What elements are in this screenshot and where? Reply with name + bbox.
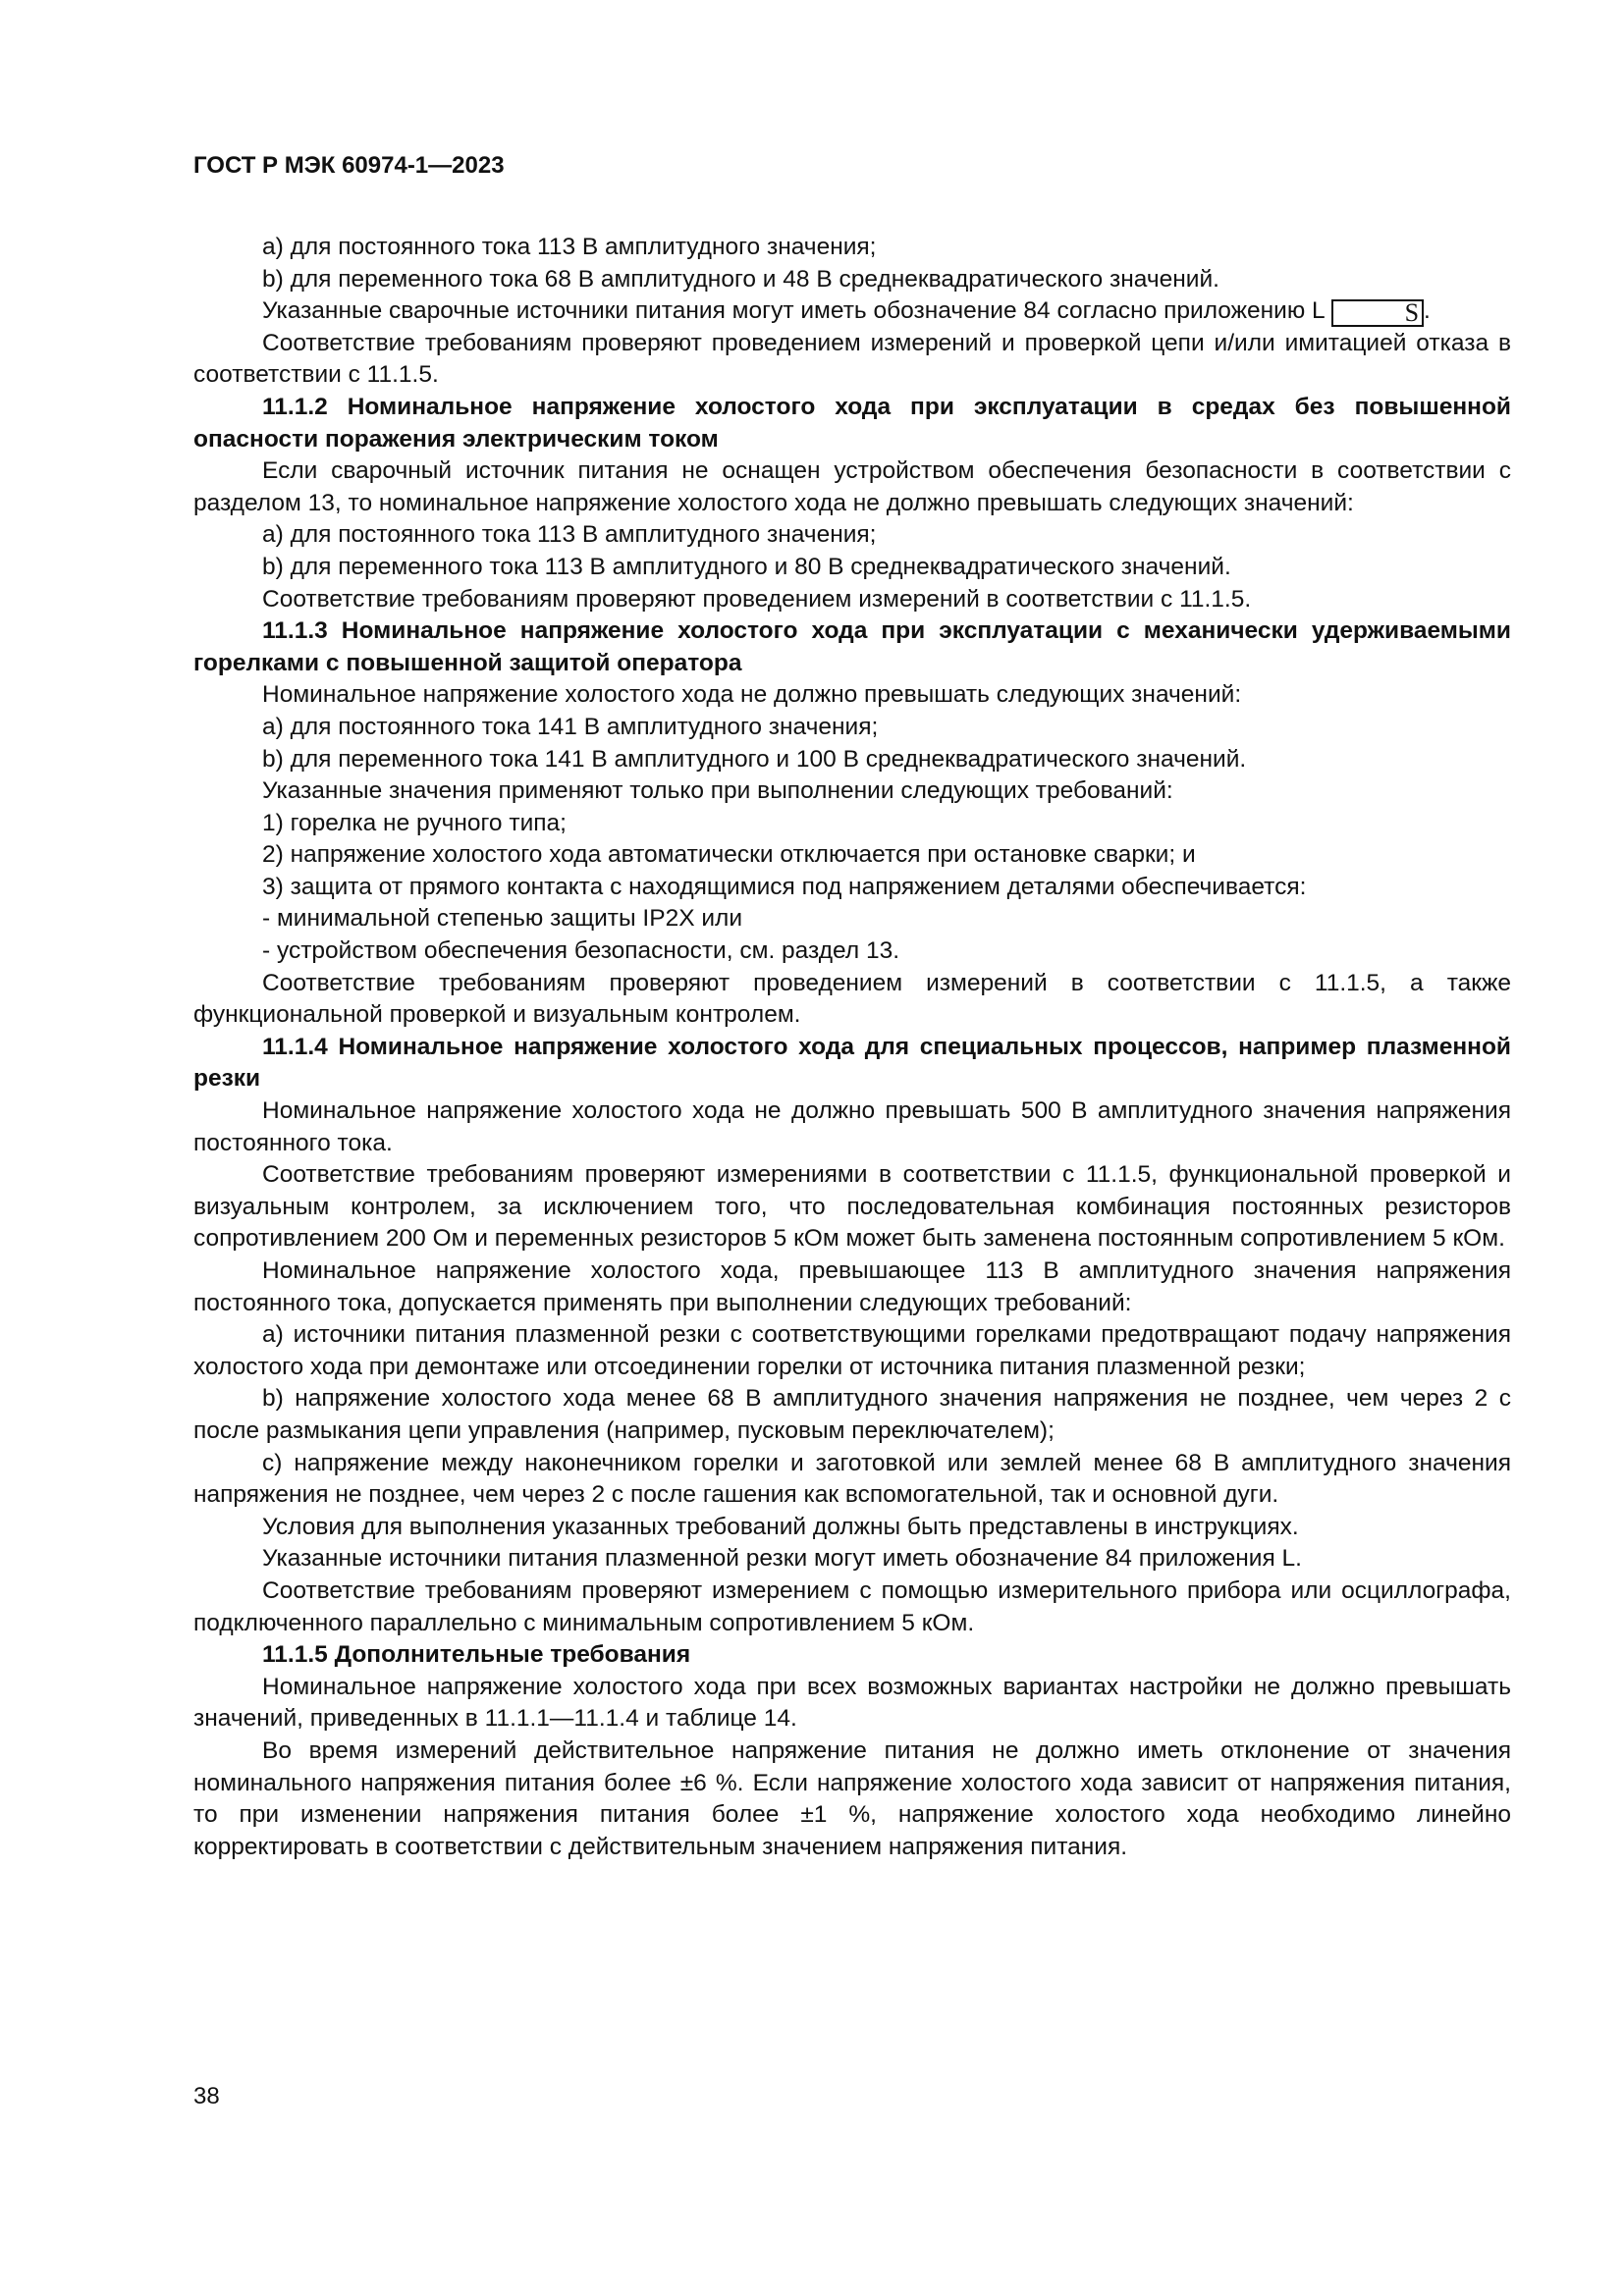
document-header: ГОСТ Р МЭК 60974-1—2023 (193, 152, 505, 179)
section-heading-11-1-2: 11.1.2 Номинальное напряжение холостого хода при эксплуатации в средах без повышенной опасности поражения электрическим током (193, 393, 1511, 453)
paragraph: Указанные источники питания плазменной резки могут иметь обозначение 84 приложения L. (262, 1545, 1302, 1573)
paragraph: Соответствие требованиям проверяют проведением измерений в соответствии с 11.1.5, а также функциональной проверкой и визуальным контролем. (193, 969, 1511, 1029)
punctuation: . (1424, 297, 1431, 325)
paragraph: Номинальное напряжение холостого хода при всех возможных вариантах настройки не должно превышать значений, приведенных в 11.1.1—11.1.4 и таблице 14. (193, 1673, 1511, 1733)
paragraph: Соответствие требованиям проверяют измерением с помощью измерительного прибора или осциллографа, подключенного параллельно с минимальным сопротивлением 5 кОм. (193, 1576, 1511, 1636)
list-item: a) источники питания плазменной резки с соответствующими горелками предотвращают подачу напряжения холостого хода при демонтаже или отсоединении горелки от источника питания плазменной резки; (193, 1321, 1511, 1380)
paragraph: a) для постоянного тока 113 В амплитудного значения; (262, 521, 877, 549)
paragraph: Соответствие требованиям проверяют измерениями в соответствии с 11.1.5, функциональной проверкой и визуальным контролем, за исключением того, что последовательная комбинация постоянных резисторов сопротивлением 200 Ом и переменных резисторов 5 кОм может быть заменена постоянным сопротивлением 5 кОм. (193, 1161, 1511, 1253)
paragraph: Номинальное напряжение холостого хода, превышающее 113 В амплитудного значения напряжения постоянного тока, допускается применять при выполнении следующих требований: (193, 1257, 1511, 1316)
list-item: c) напряжение между наконечником горелки и заготовкой или землей менее 68 В амплитудного значения напряжения не позднее, чем через 2 с после гашения как вспомогательной, так и основной дуги. (193, 1449, 1511, 1509)
paragraph: Во время измерений действительное напряжение питания не должно иметь отклонение от значения номинального напряжения питания более ±6 %. Если напряжение холостого хода зависит от напряжения питания, то при изменении напряжения питания более ±1 %, напряжение холостого хода необходимо линейно корректировать в соответствии с действительным значением напряжения питания. (193, 1736, 1511, 1860)
page-number: 38 (193, 2083, 220, 2109)
paragraph: Номинальное напряжение холостого хода не должно превышать 500 В амплитудного значения напряжения постоянного тока. (193, 1097, 1511, 1156)
section-heading-11-1-3: 11.1.3 Номинальное напряжение холостого хода при эксплуатации с механически удерживаемыми горелками с повышенной защитой оператора (193, 617, 1511, 676)
paragraph: a) для постоянного тока 141 В амплитудного значения; (262, 713, 879, 740)
list-item: b) напряжение холостого хода менее 68 В амплитудного значения напряжения не позднее, чем через 2 с после размыкания цепи управления (например, пусковым переключателем); (193, 1385, 1511, 1444)
paragraph: Если сварочный источник питания не оснащен устройством обеспечения безопасности в соответствии с разделом 13, то номинальное напряжение холостого хода не должно превышать следующих значений: (193, 457, 1511, 516)
list-item: 1) горелка не ручного типа; (262, 809, 567, 836)
paragraph-text: Указанные сварочные источники питания могут иметь обозначение 84 согласно приложению L (262, 297, 1325, 325)
paragraph: Номинальное напряжение холостого хода не должно превышать следующих значений: (262, 681, 1242, 709)
paragraph: Соответствие требованиям проверяют проведением измерений в соответствии с 11.1.5. (262, 585, 1252, 613)
paragraph: Соответствие требованиям проверяют проведением измерений и проверкой цепи и/или имитацией отказа в соответствии с 11.1.5. (193, 329, 1511, 389)
section-heading-11-1-5: 11.1.5 Дополнительные требования (262, 1641, 691, 1669)
marking-symbol-box: S (1331, 299, 1424, 327)
list-item: - устройством обеспечения безопасности, см. раздел 13. (262, 937, 899, 965)
list-item: - минимальной степенью защиты IP2X или (262, 905, 743, 933)
list-item: 3) защита от прямого контакта с находящимися под напряжением деталями обеспечивается: (262, 873, 1307, 900)
paragraph-marking (193, 295, 1511, 328)
section-heading-11-1-4: 11.1.4 Номинальное напряжение холостого хода для специальных процессов, например плазменной резки (193, 1033, 1511, 1093)
list-item: 2) напряжение холостого хода автоматически отключается при остановке сварки; и (262, 841, 1196, 869)
paragraph: Условия для выполнения указанных требований должны быть представлены в инструкциях. (262, 1513, 1299, 1540)
paragraph: b) для переменного тока 141 В амплитудного и 100 В среднеквадратического значений. (262, 745, 1247, 773)
document-body (193, 232, 1511, 1863)
paragraph: a) для постоянного тока 113 В амплитудного значения; (262, 234, 877, 260)
paragraph: b) для переменного тока 113 В амплитудного и 80 В среднеквадратического значений. (262, 553, 1231, 580)
paragraph: Указанные значения применяют только при выполнении следующих требований: (262, 777, 1173, 805)
paragraph: b) для переменного тока 68 В амплитудного и 48 В среднеквадратического значений. (262, 265, 1219, 293)
